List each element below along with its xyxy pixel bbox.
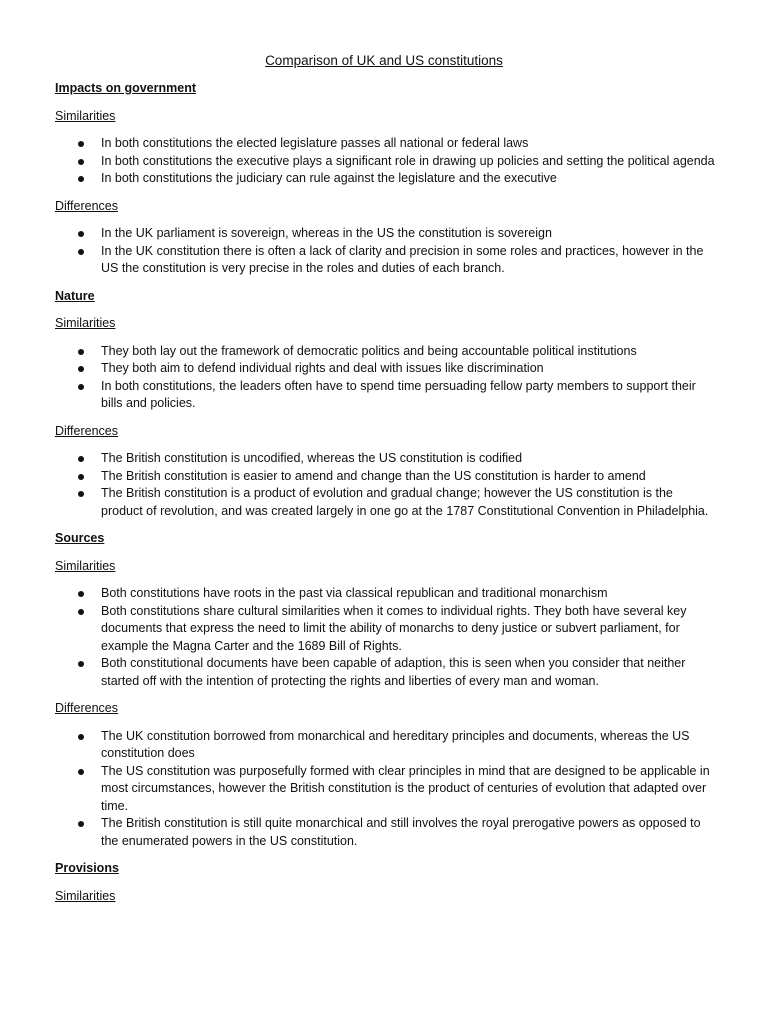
document-body bbox=[55, 80, 715, 915]
section-heading: Impacts on government bbox=[55, 81, 196, 95]
bullet-item: In both constitutions the elected legislature passes all national or federal laws bbox=[55, 135, 715, 153]
bullet-item: The British constitution is a product of evolution and gradual change; however the US constitution is the product of revolution, and was created largely in one go at the 1787 Constitutional Convention in Philadelphia. bbox=[55, 485, 715, 520]
bullet-item: The British constitution is still quite monarchical and still involves the royal prerogative powers as opposed to the enumerated powers in the US constitution. bbox=[55, 815, 715, 850]
bullet-list bbox=[55, 225, 715, 278]
bullet-item: In the UK parliament is sovereign, whereas in the US the constitution is sovereign bbox=[55, 225, 715, 243]
section-heading: Nature bbox=[55, 288, 95, 303]
subsection-label: Differences bbox=[55, 198, 118, 213]
subsection-label: Similarities bbox=[55, 316, 116, 330]
document-title: Comparison of UK and US constitutions bbox=[265, 53, 503, 68]
bullet-item: In both constitutions the judiciary can rule against the legislature and the executive bbox=[55, 170, 715, 188]
bullet-item: The British constitution is easier to amend and change than the US constitution is harder to amend bbox=[55, 468, 715, 486]
bullet-list bbox=[55, 343, 715, 413]
bullet-item: Both constitutions have roots in the past via classical republican and traditional monarchism bbox=[55, 585, 715, 603]
bullet-list bbox=[55, 135, 715, 188]
bullet-list bbox=[55, 728, 715, 851]
bullet-item: They both aim to defend individual rights and deal with issues like discrimination bbox=[55, 360, 715, 378]
bullet-item: In the UK constitution there is often a lack of clarity and precision in some roles and practices, however in the US the constitution is very precise in the roles and duties of each branch. bbox=[55, 243, 715, 278]
section-heading: Sources bbox=[55, 531, 105, 545]
section-heading: Provisions bbox=[55, 861, 119, 875]
bullet-item: The UK constitution borrowed from monarchical and hereditary principles and documents, whereas the US constitution does bbox=[55, 728, 715, 763]
bullet-item: Both constitutions share cultural similarities when it comes to individual rights. They both have several key documents that express the need to limit the ability of monarchs to deny justice or subvert parliament, for example the Magna Carter and the 1689 Bill of Rights. bbox=[55, 603, 715, 656]
bullet-list bbox=[55, 585, 715, 690]
subsection-label: Similarities bbox=[55, 558, 116, 573]
bullet-item: The British constitution is uncodified, whereas the US constitution is codified bbox=[55, 450, 715, 468]
subsection-label: Similarities bbox=[55, 108, 116, 123]
bullet-item: In both constitutions the executive plays a significant role in drawing up policies and setting the political agenda bbox=[55, 153, 715, 171]
subsection-label: Differences bbox=[55, 423, 118, 438]
bullet-item: They both lay out the framework of democratic politics and being accountable political institutions bbox=[55, 343, 715, 361]
subsection-label: Differences bbox=[55, 701, 118, 715]
subsection-label: Similarities bbox=[55, 888, 116, 903]
bullet-list bbox=[55, 450, 715, 520]
bullet-item: In both constitutions, the leaders often have to spend time persuading fellow party members to support their bills and policies. bbox=[55, 378, 715, 413]
bullet-item: The US constitution was purposefully formed with clear principles in mind that are designed to be applicable in most circumstances, however the British constitution is the product of centuries of evolution that adapted over time. bbox=[55, 763, 715, 816]
bullet-item: Both constitutional documents have been capable of adaption, this is seen when you consider that neither started off with the intention of protecting the rights and liberties of every man and woman. bbox=[55, 655, 715, 690]
